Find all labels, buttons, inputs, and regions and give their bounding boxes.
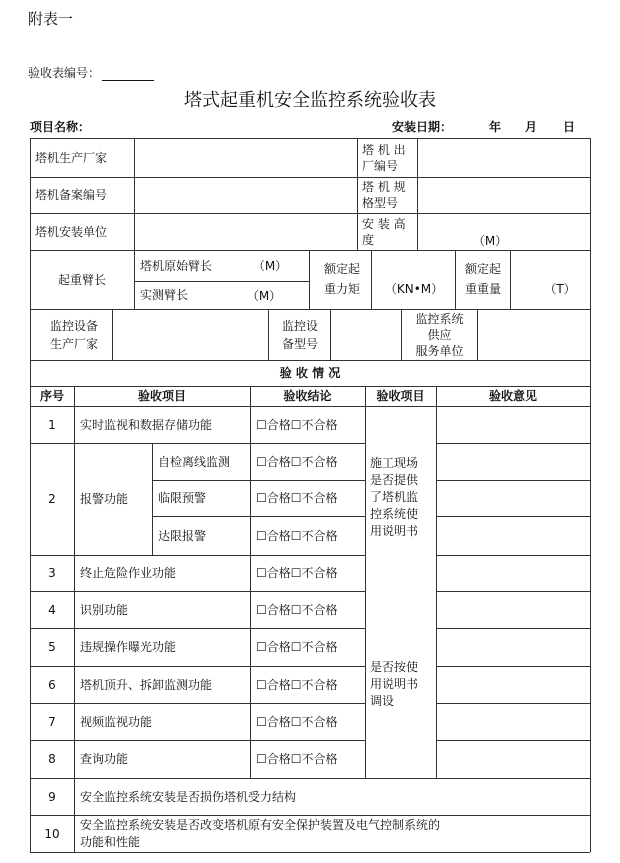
form-number-label: 验收表编号： [28,66,101,80]
table-rule-v [152,443,153,555]
row-item-10: 安全监控系统安装是否改变塔机原有安全保护装置及电气控制系统的功能和性能 [80,817,441,849]
label-install-height: 安 装 高 度 [362,216,406,247]
opinion-input-4[interactable] [437,517,589,554]
input-monitor-service[interactable] [478,310,589,359]
day-label: 日 [563,120,576,134]
input-spec-model[interactable] [418,178,589,212]
input-manufacturer[interactable] [135,139,356,176]
row-item-5: 违规操作曝光功能 [80,640,177,654]
project-name-label: 项目名称： [30,120,91,134]
input-factory-no[interactable] [418,139,589,176]
row-no-8: 8 [48,752,56,766]
input-monitor-model[interactable] [331,310,400,359]
alarm-subitem-2: 临限预警 [158,491,207,505]
table-rule-v [590,360,591,852]
label-rated-moment: 额定起 重力矩 [323,262,360,296]
table-rule-v [510,250,511,309]
table-rule-v [590,138,591,360]
table-rule-v [134,250,135,309]
conclusion-1: ☐合格☐不合格 [256,417,338,432]
table-rule-v [455,250,456,309]
header-opinion: 验收意见 [488,389,537,403]
row-no-6: 6 [48,677,56,692]
header-conclusion: 验收结论 [283,389,332,403]
label-install-unit: 塔机安装单位 [35,224,108,239]
table-rule-v [357,138,358,250]
side-check-1: 施工现场 是否提供 了塔机监 控系统使 用说明书 [370,456,419,538]
row-no-10: 10 [44,826,60,841]
opinion-input-10[interactable] [437,741,589,777]
label-jib-length: 起重臂长 [57,272,106,287]
header-item: 验收项目 [137,389,186,403]
conclusion-6: ☐合格☐不合格 [256,677,338,692]
row-item-6: 塔机顶升、拆卸监测功能 [80,677,213,692]
input-record-no[interactable] [135,178,356,212]
unit-original-jib: （M） [252,259,288,273]
table-rule-v [250,386,251,778]
table-rule-v [268,309,269,360]
header-no: 序号 [39,389,64,403]
input-install-unit[interactable] [135,214,356,249]
year-label: 年 [489,120,502,134]
install-date-label: 安装日期： [392,120,453,134]
header-check-item: 验收项目 [376,389,425,403]
conclusion-7: ☐合格☐不合格 [256,714,338,729]
label-monitor-model: 监控设 备型号 [281,318,318,351]
conclusion-5: ☐合格☐不合格 [256,640,338,654]
unit-install-height: （M） [472,234,508,248]
table-rule-v [30,138,31,360]
label-spec-model: 塔 机 规 格型号 [362,180,406,210]
row-item-2: 报警功能 [80,492,129,506]
row-no-9: 9 [48,789,56,804]
table-rule-v [309,250,310,309]
opinion-input-5[interactable] [437,556,589,590]
label-monitor-service: 监控系统 供应 服务单位 [415,311,464,358]
unit-rated-load: （T） [544,282,576,296]
label-rated-load: 额定起 重重量 [464,262,501,296]
opinion-input-8[interactable] [437,667,589,702]
row-item-8: 查询功能 [80,752,129,766]
opinion-input-2[interactable] [437,444,589,479]
alarm-subitem-3: 达限报警 [158,528,207,543]
table-rule-v [365,386,366,778]
row-no-1: 1 [48,417,56,432]
input-monitor-manufacturer[interactable] [113,310,267,359]
conclusion-2c: ☐合格☐不合格 [256,528,338,543]
row-item-9: 安全监控系统安装是否损伤塔机受力结构 [80,789,297,804]
conclusion-4: ☐合格☐不合格 [256,602,338,617]
row-no-2: 2 [48,492,56,506]
form-number-blank[interactable] [102,68,154,81]
row-item-4: 识别功能 [80,602,129,617]
conclusion-8: ☐合格☐不合格 [256,752,338,766]
row-item-7: 视频监视功能 [80,714,153,729]
table-rule-h [134,281,309,282]
side-check-2: 是否按使 用说明书 调设 [370,659,419,708]
appendix-label: 附表一 [28,10,74,28]
table-rule-h [30,852,590,853]
table-rule-v [371,250,372,309]
conclusion-2b: ☐合格☐不合格 [256,491,338,505]
alarm-subitem-1: 自检离线监测 [158,454,231,469]
unit-measured-jib: （M） [246,289,282,303]
conclusion-2a: ☐合格☐不合格 [256,454,338,469]
page-title: 塔式起重机安全监控系统验收表 [184,90,436,111]
conclusion-3: ☐合格☐不合格 [256,566,338,580]
label-original-jib: 塔机原始臂长 [140,259,213,273]
opinion-input-3[interactable] [437,481,589,515]
opinion-input-6[interactable] [437,592,589,627]
label-manufacturer: 塔机生产厂家 [35,150,108,165]
row-no-7: 7 [48,714,56,729]
row-item-1: 实时监视和数据存储功能 [80,417,213,432]
opinion-input-9[interactable] [437,704,589,739]
section-title: 验 收 情 况 [279,366,341,380]
opinion-input-1[interactable] [437,407,589,442]
row-item-3: 终止危险作业功能 [80,566,177,580]
month-label: 月 [525,120,538,134]
form-number [28,64,154,81]
label-factory-no: 塔 机 出 厂编号 [362,142,406,173]
row-no-5: 5 [48,640,56,654]
label-monitor-manufacturer: 监控设备 生产厂家 [49,318,98,351]
label-record-no: 塔机备案编号 [35,188,108,202]
label-measured-jib: 实测臂长 [140,288,189,302]
opinion-input-7[interactable] [437,629,589,665]
row-no-4: 4 [48,602,56,617]
table-rule-v [74,386,75,852]
row-no-3: 3 [48,566,56,580]
unit-rated-moment: （KN•M） [384,282,444,296]
